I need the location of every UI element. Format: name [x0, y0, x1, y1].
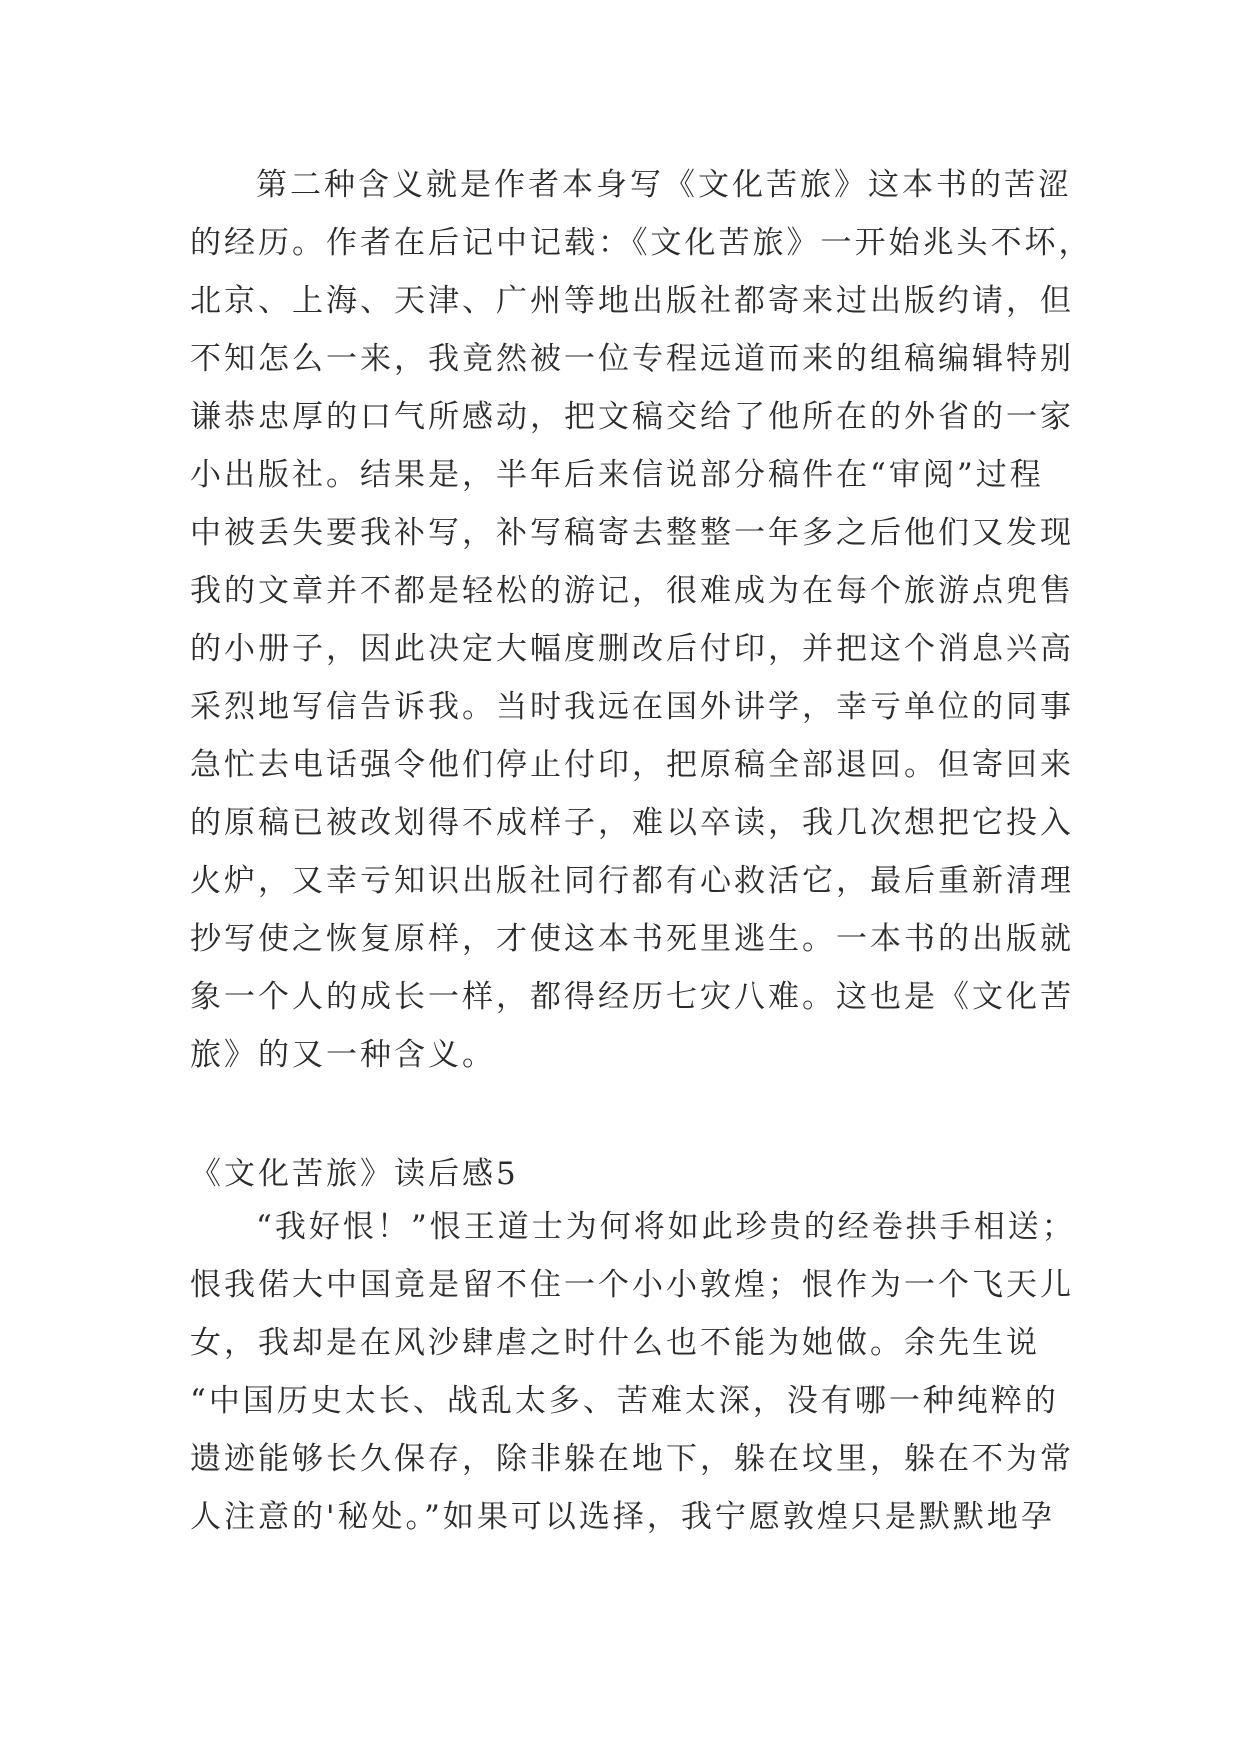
paragraph-line: “我好恨！”恨王道士为何将如此珍贵的经卷拱手相送；: [256, 1209, 1076, 1245]
paragraph-line: 急忙去电话强令他们停止付印，把原稿全部退回。但寄回来: [190, 747, 1074, 783]
paragraph-2: [190, 1198, 1076, 1546]
paragraph-line: 中被丢失要我补写，补写稿寄去整整一年多之后他们又发现: [190, 515, 1074, 551]
paragraph-line: 人注意的'秘处。”如果可以选择，我宁愿敦煌只是默默地孕: [190, 1499, 1055, 1535]
section-title: 《文化苦旅》读后感5: [190, 1156, 519, 1192]
paragraph-line: 抄写使之恢复原样，才使这本书死里逃生。一本书的出版就: [190, 921, 1074, 957]
paragraph-line: 火炉，又幸亏知识出版社同行都有心救活它，最后重新清理: [190, 863, 1074, 899]
paragraph-line: 旅》的又一种含义。: [190, 1037, 496, 1073]
paragraph-line: 小出版社。结果是，半年后来信说部分稿件在“审阅”过程: [190, 457, 1044, 493]
paragraph-line: 的原稿已被改划得不成样子，难以卒读，我几次想把它投入: [190, 805, 1074, 841]
section-heading: [190, 1145, 1050, 1203]
paragraph-line: 我的文章并不都是轻松的游记，很难成为在每个旅游点兜售: [190, 573, 1074, 609]
paragraph-line: 恨我偌大中国竟是留不住一个小小敦煌；恨作为一个飞天儿: [190, 1267, 1074, 1303]
paragraph-line: 第二种含义就是作者本身写《文化苦旅》这本书的苦涩: [256, 167, 1072, 203]
paragraph-line: 谦恭忠厚的口气所感动，把文稿交给了他所在的外省的一家: [190, 399, 1074, 435]
paragraph-line: 的经历。作者在后记中记载：《文化苦旅》一开始兆头不坏，: [190, 225, 1093, 261]
paragraph-line: 不知怎么一来，我竟然被一位专程远道而来的组稿编辑特别: [190, 341, 1074, 377]
paragraph-line: “中国历史太长、战乱太多、苦难太深，没有哪一种纯粹的: [190, 1383, 1059, 1419]
paragraph-1: [190, 156, 1093, 1084]
paragraph-line: 象一个人的成长一样，都得经历七灾八难。这也是《文化苦: [190, 979, 1074, 1015]
paragraph-line: 女，我却是在风沙肆虐之时什么也不能为她做。余先生说: [190, 1325, 1040, 1361]
paragraph-line: 遗迹能够长久保存，除非躲在地下，躲在坟里，躲在不为常: [190, 1441, 1074, 1477]
paragraph-line: 采烈地写信告诉我。当时我远在国外讲学，幸亏单位的同事: [190, 689, 1074, 725]
paragraph-line: 北京、上海、天津、广州等地出版社都寄来过出版约请，但: [190, 283, 1074, 319]
paragraph-line: 的小册子，因此决定大幅度删改后付印，并把这个消息兴高: [190, 631, 1074, 667]
